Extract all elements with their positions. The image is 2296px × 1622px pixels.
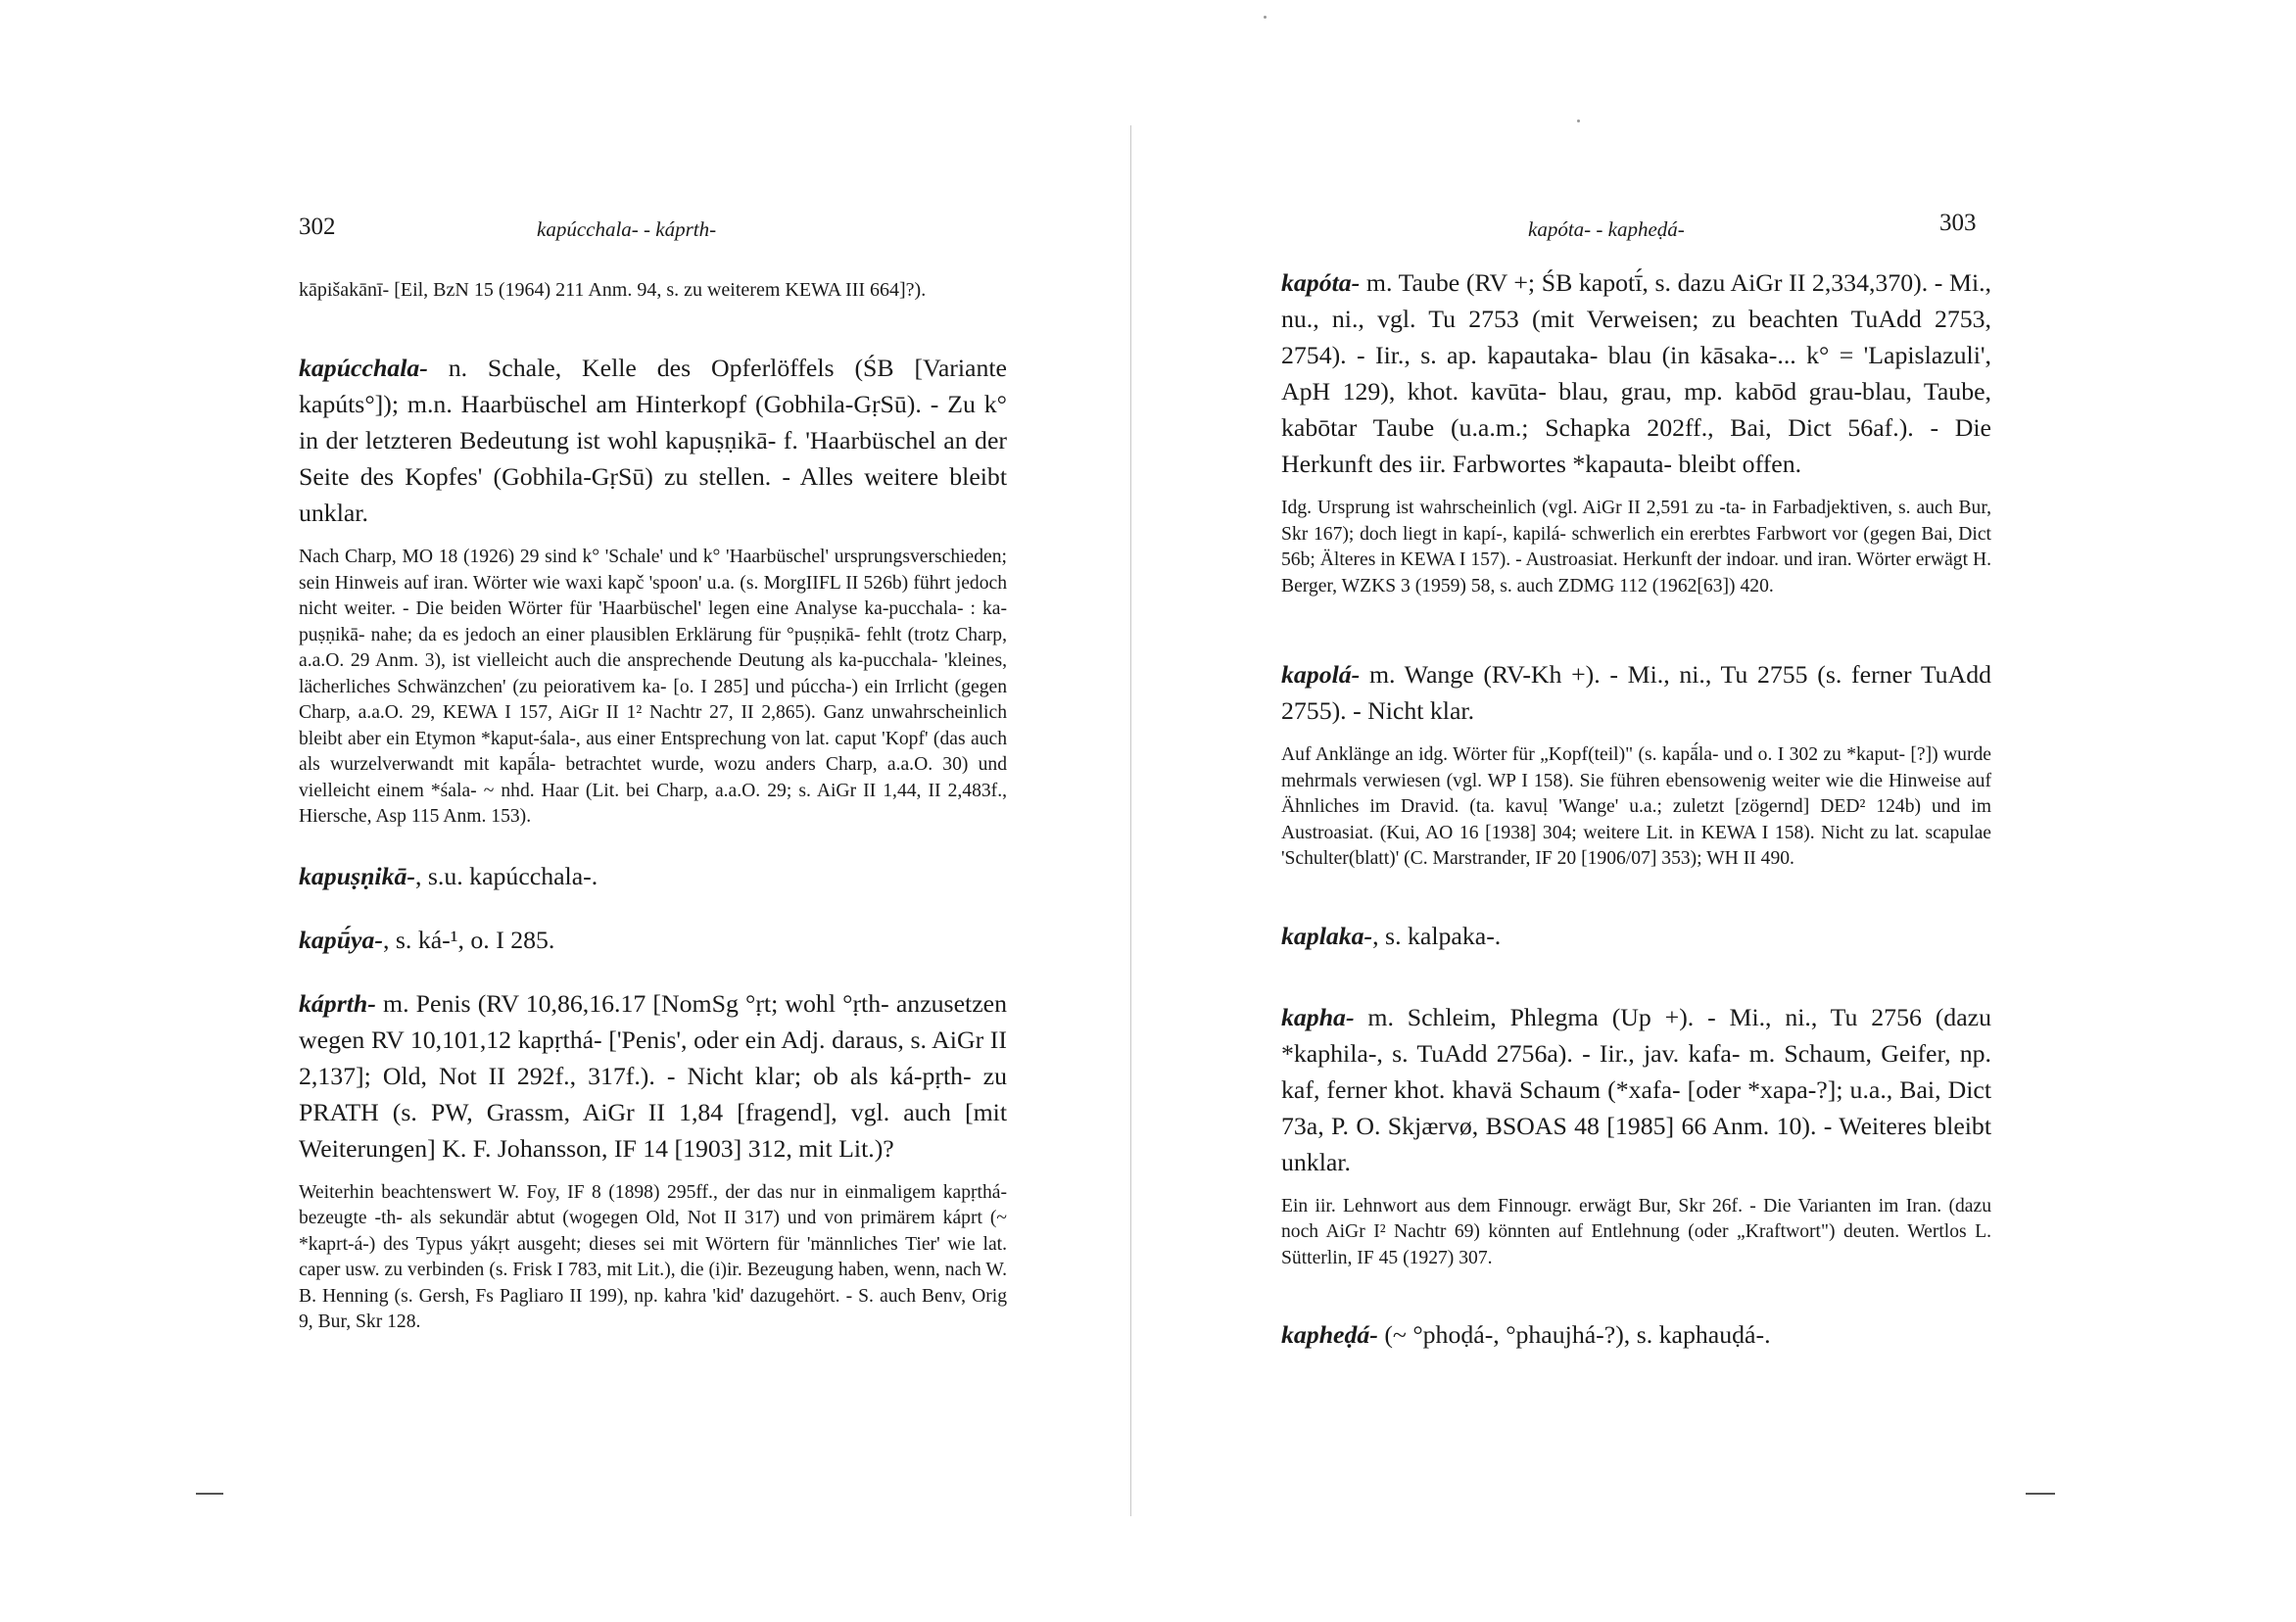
headword: kapolá-: [1281, 660, 1361, 689]
headword: kapuṣṇikā-: [299, 861, 415, 890]
headword: kapúcchala-: [299, 354, 428, 382]
text-column: [299, 276, 1007, 1336]
running-head: kapúcchala- - káprth-: [537, 217, 717, 241]
entry-text: n. Schale, Kelle des Opferlöffels (ŚB [Variante kapúts°]); m.n. Haarbüschel am Hinterkopf (Gobhila-GṛSū). - Zu k° in der letzteren Bedeutung ist wohl kapuṣṇikā- f. 'Haarbüschel an der Seite des Kopfes' (Gobhila-GṛSū) zu stellen. - Alles weitere bleibt unklar.: [299, 354, 1008, 527]
entry-kapha: [1281, 999, 1991, 1180]
headword: kaplaka-: [1281, 921, 1373, 950]
note-kapucchala: Nach Charp, MO 18 (1926) 29 sind k° 'Schale' und k° 'Haarbüschel' ursprungsverschieden; sein Hinweis auf iran. Wörter wie waxi kapč 'spoon' u.a. (s. MorgIIFL II 526b) führt jedoch nicht weiter. - Die beiden Wörter für 'Haarbüschel' legen eine Analyse ka-pucchala- : ka-puṣṇikā- nahe; da es jedoch an einer plausiblen Erklärung für °puṣṇikā- fehlt (trotz Charp, a.a.O. 29 Anm. 3), ist vielleicht auch die ansprechende Deutung als ka-pucchala- 'kleines, lächerliches Schwänzchen' (zu peiorativem ka- [o. I 285] und púccha-) ein Irrlicht (gegen Charp, a.a.O. 29, KEWA I 157, AiGr II 1² Nachtr 27, II 2,865). Ganz unwahrscheinlich bleibt aber ein Etymon *kaput-śala-, aus einer Entsprechung von lat. caput 'Kopf' (das auch als wurzelverwandt mit kapā́la- betrachtet wurde, wozu anders Charp, a.a.O. 30) und vielleicht einem *śala- ~ nhd. Haar (Lit. bei Charp, a.a.O. 29; s. AiGr II 1,44, II 2,483f., Hiersche, Asp 115 Anm. 153).: [299, 547, 1007, 827]
entry-kapusnika: [299, 858, 1007, 894]
note-kaprth: Weiterhin beachtenswert W. Foy, IF 8 (1898) 295ff., der das nur in einmaligem kapṛthá- bezeugte -th- als sekundär abtut (wogegen Old, Not II 317) und von primärem káprt (~ *kaprt-á-) des Typus yákṛt ausgeht; dieses sei mit Wörtern für 'männliches Tier' wie lat. caper usw. zu verbinden (s. Frisk I 783, mit Lit.), die (i)ir. Bezeugung haben, wenn, nach W. B. Henning (s. Gersh, Fs Pagliaro II 199), np. kahra 'kid' dazugehört. - S. auch Benv, Orig 9, Bur, Skr 128.: [299, 1181, 1007, 1332]
headword: kapha-: [1281, 1002, 1355, 1031]
note-kapota: Idg. Ursprung ist wahrscheinlich (vgl. AiGr II 2,591 zu -ta- in Farbadjektiven, s. auch Bur, Skr 167); doch liegt in kapí-, kapilá- schwerlich ein ererbtes Farbwort vor (gegen Bai, Dict 56b; Älteres in KEWA I 157). - Austroasiat. Herkunft der indoar. und iran. Wörter erwägt H. Berger, WZKS 3 (1959) 58, s. auch ZDMG 112 (1962[63]) 420.: [1281, 498, 1991, 596]
entry-kaprth: [299, 985, 1007, 1167]
entry-kapheda: [1281, 1316, 1991, 1353]
left-page: [0, 0, 1126, 1622]
running-head: kapóta- - kapheḍá-: [1528, 217, 1685, 241]
note-kapha: Ein iir. Lehnwort aus dem Finnougr. erwägt Bur, Skr 26f. - Die Varianten im Iran. (dazu noch AiGr I² Nachtr 69) könnten auf Entlehnung (oder „Kraftwort") deuten. Wertlos L. Sütterlin, IF 45 (1927) 307.: [1281, 1195, 1991, 1268]
page-number: 303: [1939, 210, 1977, 236]
entry-text: m. Schleim, Phlegma (Up +). - Mi., ni., Tu 2756 (dazu *kaphila-, s. TuAdd 2756a). - Iir., jav. kafa- m. Schaum, Geifer, np. kaf, ferner khot. khavä Schaum (*xafa- [oder *xapa-?]; u.a., Bai, Dict 73a, P. O. Skjærvø, BSOAS 48 [1985] 66 Anm. 10). - Weiteres bleibt unklar.: [1281, 1002, 1991, 1176]
entry-text: m. Penis (RV 10,86,16.17 [NomSg °ṛt; wohl °ṛth- anzusetzen wegen RV 10,101,12 kapṛthá- ['Penis', oder ein Adj. daraus, s. AiGr II 2,137]; Old, Not II 292f., 317f.). - Nicht klar; ob als ká-pṛth- zu PRATH (s. PW, Grassm, AiGr II 1,84 [fragend], vgl. auch [mit Weiterungen] K. F. Johansson, IF 14 [1903] 312, mit Lit.)?: [299, 988, 1008, 1163]
entry-text: m. Wange (RV-Kh +). - Mi., ni., Tu 2755 (s. ferner TuAdd 2755). - Nicht klar.: [1281, 660, 1991, 725]
headword: káprth-: [299, 988, 376, 1018]
entry-kapuya: [299, 922, 1007, 958]
entry-kaplaka: [1281, 918, 1991, 954]
headword: kapóta-: [1281, 268, 1361, 297]
entry-text: m. Taube (RV +; ŚB kapotī́, s. dazu AiGr II 2,334,370). - Mi., nu., ni., vgl. Tu 2753 (mit Verweisen; zu beachten TuAdd 2753, 2754). - Iir., s. ap. kapautaka- blau (in kāsaka-... k° = 'Lapislazuli', ApH 129), khot. kavūta- blau, grau, mp. kabōd grau-blau, Taube, kabōtar Taube (u.a.m.; Schapka 202ff., Bai, Dict 56af.). - Die Herkunft des iir. Farbwortes *kapauta- bleibt offen.: [1281, 268, 1992, 478]
page-number: 302: [299, 214, 336, 240]
entry-kapola: [1281, 656, 1991, 729]
entry-text: , s. kalpaka-.: [1372, 921, 1502, 950]
headword: kapheḍá-: [1281, 1320, 1378, 1349]
entry-text: , s. ká-¹, o. I 285.: [382, 925, 555, 954]
entry-kapucchala: [299, 350, 1007, 531]
continuation-text: kāpišakānī- [Eil, BzN 15 (1964) 211 Anm. 94, s. zu weiterem KEWA III 664]?).: [299, 279, 927, 301]
entry-text: , s.u. kapúcchala-.: [414, 861, 598, 890]
note-kapola: Auf Anklänge an idg. Wörter für „Kopf(teil)" (s. kapā́la- und o. I 302 zu *kaput- [?]) wurde mehrmals verwiesen (vgl. WP I 158). Sie führen ebensowenig weiter wie die Hinweise auf Ähnliches im Dravid. (ta. kavuḷ 'Wange' u.a.; zuletzt [zögernd] DED² 124b) und im Austroasiat. (Kui, AO 16 [1938] 304; weitere Lit. in KEWA I 158). Nicht zu lat. scapulae 'Schulter(blatt)' (C. Marstrander, IF 20 [1906/07] 353); WH II 490.: [1281, 744, 1991, 869]
text-column: [1281, 264, 1991, 1353]
headword: kapū́ya-: [299, 925, 383, 954]
entry-text: (~ °phoḍá-, °phaujhá-?), s. kaphauḍá-.: [1384, 1320, 1771, 1349]
center-fold: [1130, 125, 1131, 1516]
entry-kapota: [1281, 264, 1991, 482]
